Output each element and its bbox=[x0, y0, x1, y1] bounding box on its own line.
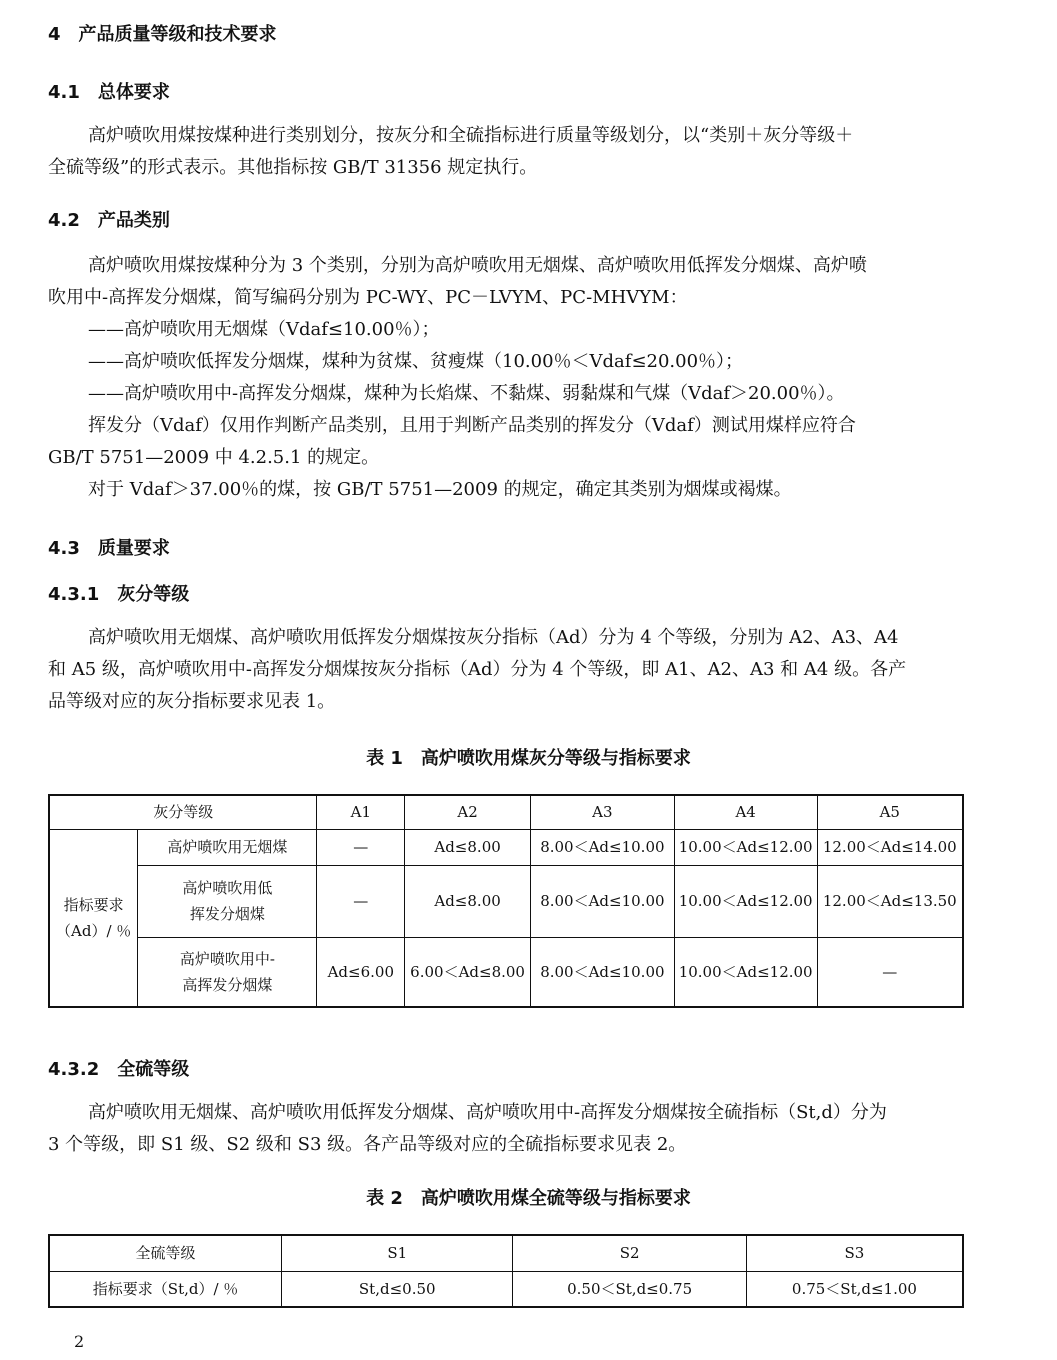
table-cell: Ad≤8.00 bbox=[405, 865, 531, 937]
paragraph-line: 3 个等级，即 S1 级、S2 级和 S3 级。各产品等级对应的全硫指标要求见表 2。 bbox=[48, 1134, 687, 1155]
section-4-2-body bbox=[48, 250, 966, 506]
section-title: 产品类别 bbox=[97, 210, 170, 231]
header-cell: A3 bbox=[531, 795, 675, 829]
section-4-1-heading bbox=[48, 78, 170, 104]
table-header-row bbox=[49, 1235, 963, 1271]
section-number: 4.3.1 bbox=[48, 584, 100, 605]
paragraph-line: 高炉喷吹用煤按煤种进行类别划分，按灰分和全硫指标进行质量等级划分，以“类别＋灰分等级＋ bbox=[88, 125, 854, 146]
table-cell: — bbox=[317, 829, 405, 865]
paragraph-line: GB/T 5751—2009 中 4.2.5.1 的规定。 bbox=[48, 447, 380, 468]
paragraph-line: 对于 Vdaf＞37.00％的煤，按 GB/T 5751—2009 的规定，确定其类别为烟煤或褐煤。 bbox=[88, 479, 792, 500]
table-row bbox=[49, 829, 963, 865]
paragraph-line: 高炉喷吹用无烟煤、高炉喷吹用低挥发分烟煤按灰分指标（Ad）分为 4 个等级，分别为 A2、A3、A4 bbox=[88, 627, 899, 648]
table-1 bbox=[48, 794, 964, 1008]
table-cell: 0.75＜St,d≤1.00 bbox=[746, 1271, 963, 1307]
table-cell: — bbox=[817, 937, 963, 1007]
section-4-1-body bbox=[48, 120, 966, 184]
product-name: 高炉喷吹用低 bbox=[182, 879, 273, 897]
table-cell: 12.00＜Ad≤14.00 bbox=[817, 829, 963, 865]
table-cell: 10.00＜Ad≤12.00 bbox=[674, 937, 817, 1007]
header-cell: 灰分等级 bbox=[49, 795, 317, 829]
product-name: 挥发分烟煤 bbox=[189, 905, 265, 923]
paragraph-line: 和 A5 级，高炉喷吹用中-高挥发分烟煤按灰分指标（Ad）分为 4 个等级，即 A1、A2、A3 和 A4 级。各产 bbox=[48, 659, 907, 680]
section-number: 4.3.2 bbox=[48, 1059, 100, 1080]
header-cell: A4 bbox=[674, 795, 817, 829]
paragraph-line: 高炉喷吹用煤按煤种分为 3 个类别，分别为高炉喷吹用无烟煤、高炉喷吹用低挥发分烟煤、高炉喷 bbox=[88, 255, 867, 276]
paragraph-line: 品等级对应的灰分指标要求见表 1。 bbox=[48, 691, 336, 712]
paragraph-line: 吹用中-高挥发分烟煤，简写编码分别为 PC-WY、PC－LVYM、PC-MHVYM： bbox=[48, 287, 688, 308]
table-cell: St,d≤0.50 bbox=[282, 1271, 513, 1307]
section-number: 4.1 bbox=[48, 82, 80, 103]
table-cell: 8.00＜Ad≤10.00 bbox=[531, 865, 675, 937]
section-4-3-2-body bbox=[48, 1097, 966, 1161]
row-label-line: 指标要求 bbox=[63, 895, 124, 914]
section-title: 总体要求 bbox=[97, 82, 170, 103]
header-cell: S1 bbox=[282, 1235, 513, 1271]
section-4-3-1-body bbox=[48, 622, 966, 718]
page-number: 2 bbox=[74, 1332, 85, 1351]
header-cell: S2 bbox=[513, 1235, 747, 1271]
row-group-label bbox=[49, 829, 138, 1007]
section-number: 4.2 bbox=[48, 210, 80, 231]
product-cell bbox=[138, 937, 317, 1007]
header-cell: A1 bbox=[317, 795, 405, 829]
product-name: 高炉喷吹用中- bbox=[179, 949, 275, 968]
section-4-2-heading bbox=[48, 206, 170, 232]
header-cell: S3 bbox=[746, 1235, 963, 1271]
list-item: ——高炉喷吹用中-高挥发分烟煤，煤种为长焰煤、不黏煤、弱黏煤和气煤（Vdaf＞20.00％）。 bbox=[88, 383, 845, 404]
table-cell: 指标要求（St,d）/ ％ bbox=[49, 1271, 282, 1307]
table-2-caption: 表 2 高炉喷吹用煤全硫等级与指标要求 bbox=[366, 1188, 691, 1209]
paragraph-line: 挥发分（Vdaf）仅用作判断产品类别，且用于判断产品类别的挥发分（Vdaf）测试用煤样应符合 bbox=[88, 415, 856, 436]
list-item: ——高炉喷吹低挥发分烟煤，煤种为贫煤、贫瘦煤（10.00％＜Vdaf≤20.00％）； bbox=[88, 351, 744, 372]
table-row bbox=[49, 937, 963, 1007]
table-cell: Ad≤6.00 bbox=[317, 937, 405, 1007]
table-cell: Ad≤8.00 bbox=[405, 829, 531, 865]
table-cell: 8.00＜Ad≤10.00 bbox=[531, 937, 675, 1007]
section-4-heading bbox=[48, 20, 277, 46]
table-cell: 0.50＜St,d≤0.75 bbox=[513, 1271, 747, 1307]
section-4-3-1-heading bbox=[48, 580, 189, 606]
table-cell: 10.00＜Ad≤12.00 bbox=[674, 865, 817, 937]
paragraph-line: 全硫等级”的形式表示。其他指标按 GB/T 31356 规定执行。 bbox=[48, 157, 538, 178]
table-cell: 8.00＜Ad≤10.00 bbox=[531, 829, 675, 865]
section-4-3-2-heading bbox=[48, 1055, 189, 1081]
section-4-3-heading bbox=[48, 534, 170, 560]
section-title: 质量要求 bbox=[97, 538, 170, 559]
header-cell: 全硫等级 bbox=[49, 1235, 282, 1271]
section-title: 产品质量等级和技术要求 bbox=[78, 24, 277, 45]
table-cell: 12.00＜Ad≤13.50 bbox=[817, 865, 963, 937]
section-number: 4.3 bbox=[48, 538, 80, 559]
table-cell: 10.00＜Ad≤12.00 bbox=[674, 829, 817, 865]
header-cell: A5 bbox=[817, 795, 963, 829]
table-cell: 6.00＜Ad≤8.00 bbox=[405, 937, 531, 1007]
product-name: 高炉喷吹用无烟煤 bbox=[167, 838, 288, 856]
product-name: 高挥发分烟煤 bbox=[182, 975, 273, 994]
product-cell bbox=[138, 865, 317, 937]
table-row bbox=[49, 865, 963, 937]
table-header-row bbox=[49, 795, 963, 829]
paragraph-line: 高炉喷吹用无烟煤、高炉喷吹用低挥发分烟煤、高炉喷吹用中-高挥发分烟煤按全硫指标（St,d）分为 bbox=[88, 1102, 887, 1123]
header-cell: A2 bbox=[405, 795, 531, 829]
row-label-line: （Ad）/ ％ bbox=[56, 921, 132, 940]
product-cell bbox=[138, 829, 317, 865]
section-title: 灰分等级 bbox=[117, 584, 190, 605]
section-title: 全硫等级 bbox=[117, 1059, 190, 1080]
table-2 bbox=[48, 1234, 964, 1308]
table-row bbox=[49, 1271, 963, 1307]
table-cell: — bbox=[317, 865, 405, 937]
section-number: 4 bbox=[48, 24, 61, 45]
list-item: ——高炉喷吹用无烟煤（Vdaf≤10.00％）； bbox=[88, 319, 440, 340]
table-1-caption: 表 1 高炉喷吹用煤灰分等级与指标要求 bbox=[366, 748, 691, 769]
